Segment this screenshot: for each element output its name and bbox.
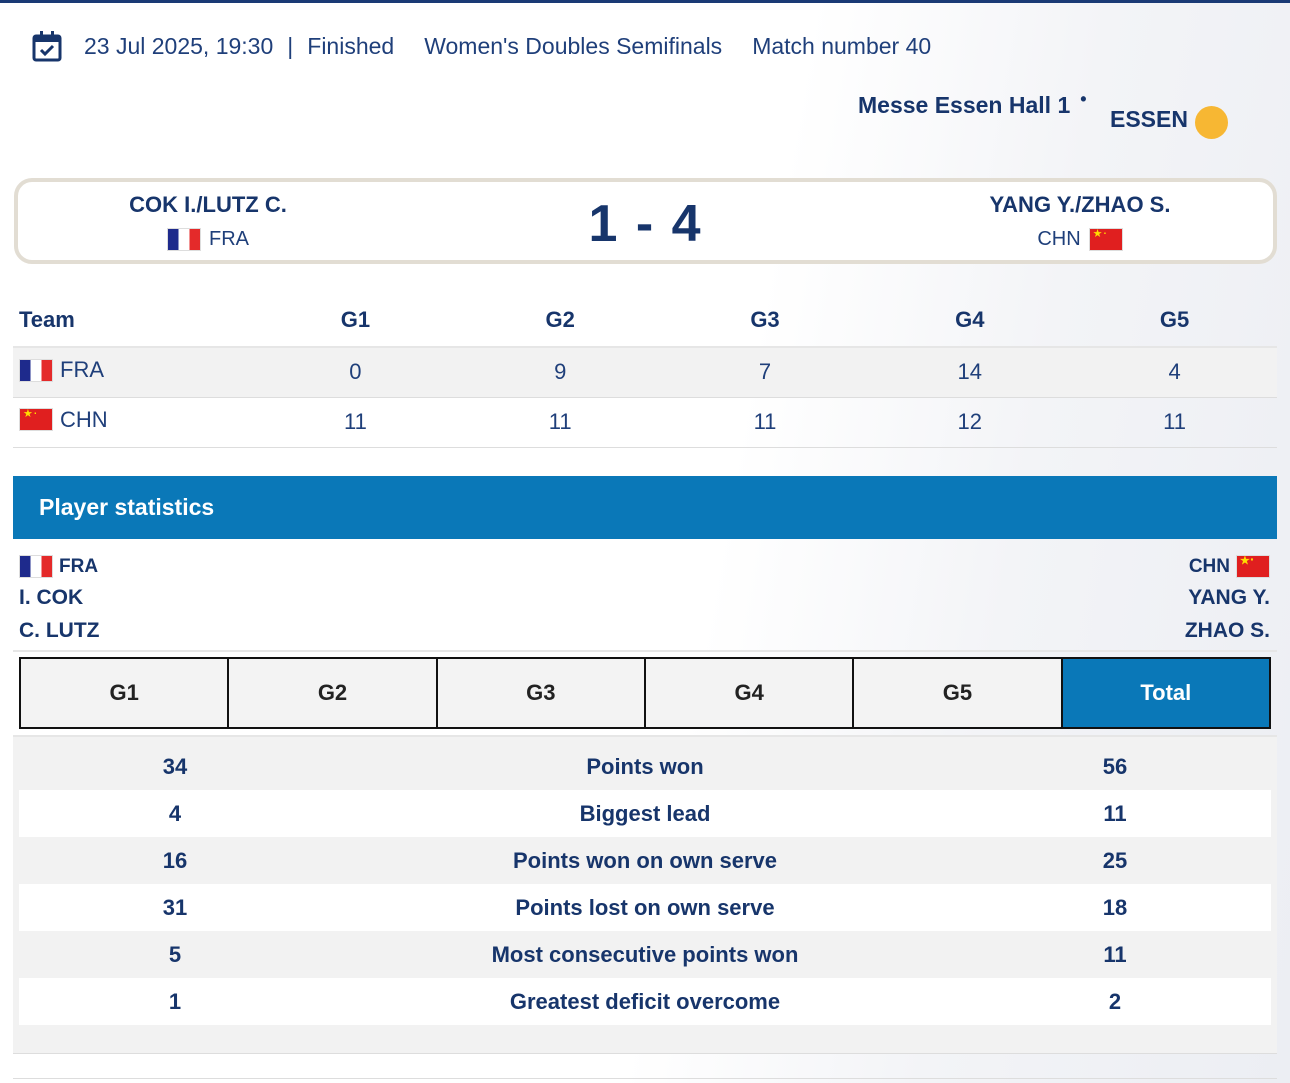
right-value: 11 bbox=[959, 931, 1271, 978]
left-value: 31 bbox=[19, 884, 331, 931]
stat-label: Greatest deficit overcome bbox=[331, 978, 959, 1025]
game-scores-table bbox=[13, 293, 1277, 448]
team-cell bbox=[13, 347, 253, 397]
left-value: 16 bbox=[19, 837, 331, 884]
city-marker-icon bbox=[1195, 106, 1228, 139]
right-value: 2 bbox=[959, 978, 1271, 1025]
top-accent-line bbox=[0, 0, 1290, 3]
right-value: 18 bbox=[959, 884, 1271, 931]
game-score: 11 bbox=[663, 397, 868, 447]
event-name: Women's Doubles Semifinals bbox=[424, 32, 723, 59]
meta-separator: | bbox=[287, 32, 294, 59]
right-team-country bbox=[985, 228, 1175, 251]
left-value: 34 bbox=[19, 743, 331, 790]
col-header-g3: G3 bbox=[750, 306, 780, 332]
china-flag-icon bbox=[1089, 228, 1123, 251]
left-team-code: FRA bbox=[209, 228, 249, 250]
game-score: 11 bbox=[1072, 397, 1277, 447]
right-team-code: CHN bbox=[1037, 228, 1081, 250]
stat-label: Points won on own serve bbox=[331, 837, 959, 884]
table-row bbox=[19, 790, 1271, 837]
game-score: 11 bbox=[253, 397, 458, 447]
right-value: 25 bbox=[959, 837, 1271, 884]
tab-g3[interactable]: G3 bbox=[438, 659, 646, 727]
team-cell bbox=[13, 397, 253, 447]
player-statistics-header: Player statistics bbox=[13, 476, 1277, 539]
player-name[interactable]: ZHAO S. bbox=[1184, 619, 1270, 642]
table-row bbox=[13, 347, 1277, 397]
col-header-g4: G4 bbox=[955, 306, 985, 332]
table-row bbox=[19, 884, 1271, 931]
china-flag-icon bbox=[19, 408, 53, 431]
france-flag-icon bbox=[19, 555, 53, 578]
left-value: 5 bbox=[19, 931, 331, 978]
tab-g1[interactable]: G1 bbox=[21, 659, 229, 727]
calendar-check-icon bbox=[32, 30, 62, 62]
table-row bbox=[19, 837, 1271, 884]
game-score: 7 bbox=[663, 347, 868, 397]
right-value: 11 bbox=[959, 790, 1271, 837]
tab-g5[interactable]: G5 bbox=[854, 659, 1062, 727]
game-score: 4 bbox=[1072, 347, 1277, 397]
stat-label: Biggest lead bbox=[331, 790, 959, 837]
game-score: 14 bbox=[867, 347, 1072, 397]
right-value: 56 bbox=[959, 743, 1271, 790]
china-flag-icon bbox=[1236, 555, 1270, 578]
right-team-name: YANG Y./ZHAO S. bbox=[989, 192, 1171, 217]
right-players-code: CHN bbox=[1188, 555, 1230, 577]
right-team[interactable] bbox=[985, 192, 1175, 251]
stat-label: Points won bbox=[331, 743, 959, 790]
team-code: FRA bbox=[60, 357, 104, 382]
match-status: Finished bbox=[307, 32, 395, 59]
right-players bbox=[1185, 550, 1270, 649]
table-row bbox=[13, 397, 1277, 447]
col-header-g5: G5 bbox=[1159, 306, 1190, 332]
match-datetime: 23 Jul 2025, 19:30 bbox=[84, 32, 274, 59]
col-header-g2: G2 bbox=[545, 306, 575, 332]
tab-g4[interactable]: G4 bbox=[646, 659, 854, 727]
game-score: 11 bbox=[458, 397, 663, 447]
left-value: 1 bbox=[19, 978, 331, 1025]
divider bbox=[13, 1078, 1277, 1079]
left-team-name: COK I./LUTZ C. bbox=[129, 192, 287, 217]
col-header-g1: G1 bbox=[340, 306, 371, 332]
tab-total[interactable]: Total bbox=[1063, 659, 1269, 727]
game-score: 12 bbox=[867, 397, 1072, 447]
match-number: Match number 40 bbox=[752, 32, 932, 59]
game-score: 9 bbox=[458, 347, 663, 397]
player-name[interactable]: C. LUTZ bbox=[19, 619, 100, 642]
scorecard bbox=[14, 178, 1277, 264]
player-name[interactable]: YANG Y. bbox=[1188, 586, 1270, 609]
left-value: 4 bbox=[19, 790, 331, 837]
match-meta bbox=[32, 30, 931, 62]
divider bbox=[13, 650, 1277, 652]
venue bbox=[858, 89, 1087, 119]
game-tabs bbox=[19, 657, 1271, 729]
venue-name: Messe Essen Hall 1 bbox=[858, 92, 1071, 118]
game-score: 0 bbox=[253, 347, 458, 397]
venue-dot: • bbox=[1080, 89, 1087, 109]
col-header-team: Team bbox=[19, 306, 75, 332]
city-name: ESSEN bbox=[1110, 106, 1188, 132]
team-code: CHN bbox=[60, 406, 108, 432]
stat-label: Most consecutive points won bbox=[331, 931, 959, 978]
player-name[interactable]: I. COK bbox=[19, 586, 84, 609]
table-row bbox=[19, 931, 1271, 978]
stat-label: Points lost on own serve bbox=[331, 884, 959, 931]
table-row bbox=[19, 743, 1271, 790]
match-score: 1 - 4 bbox=[588, 195, 703, 253]
table-row bbox=[19, 978, 1271, 1025]
stats-panel bbox=[13, 735, 1277, 1054]
stats-table bbox=[19, 743, 1271, 1025]
tab-g2[interactable]: G2 bbox=[229, 659, 437, 727]
left-players-code: FRA bbox=[59, 555, 99, 577]
left-players bbox=[19, 550, 99, 649]
france-flag-icon bbox=[19, 359, 53, 382]
